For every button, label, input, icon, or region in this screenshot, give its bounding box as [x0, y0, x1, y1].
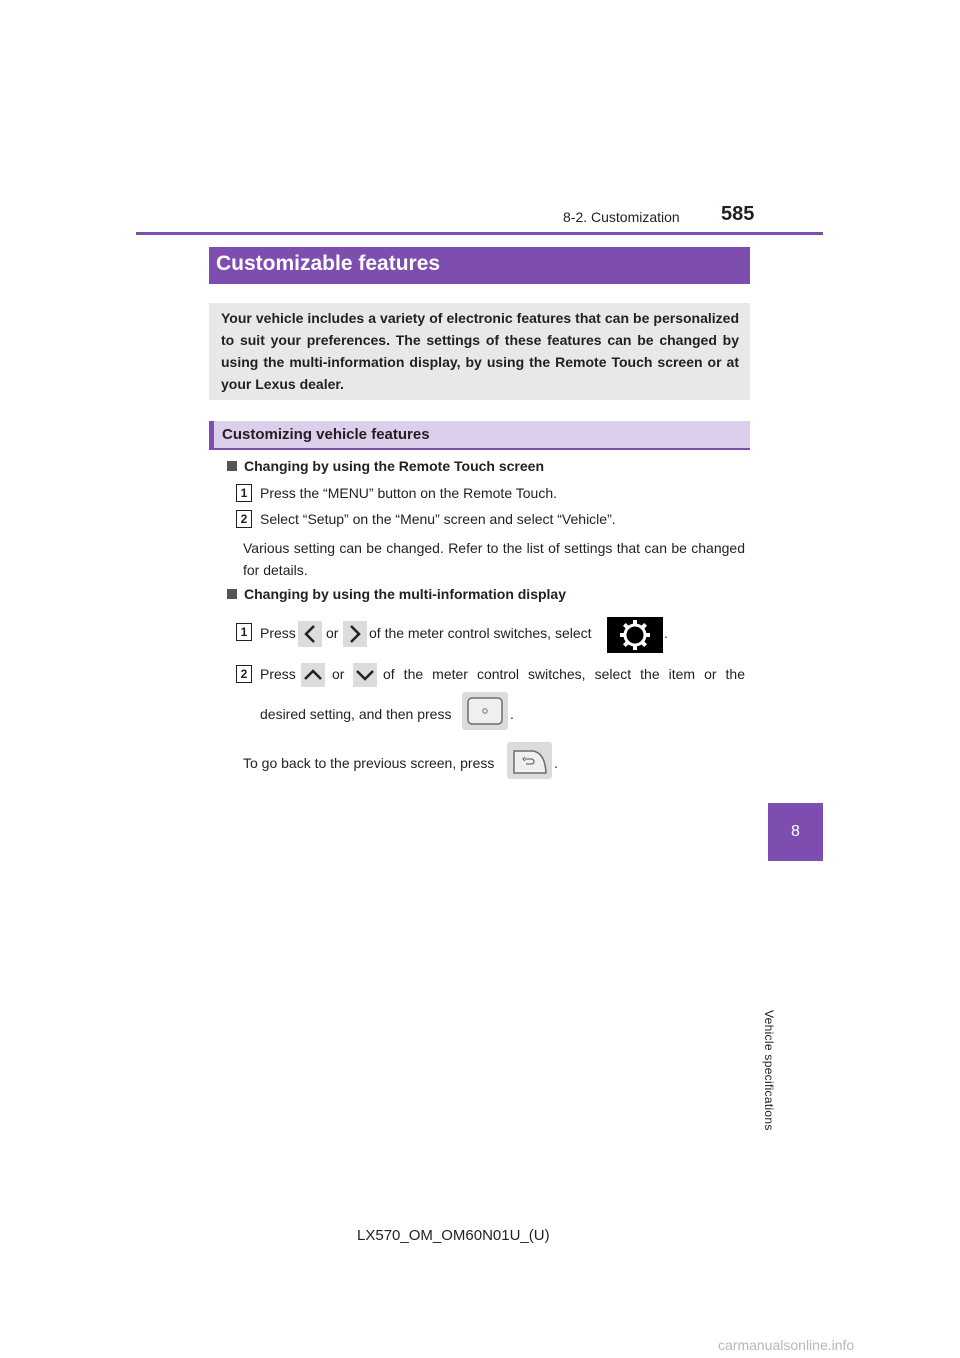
chapter-tab: 8 — [768, 803, 823, 861]
square-bullet-icon — [227, 461, 237, 471]
mid-step1-rest: of the meter control switches, select — [369, 625, 592, 641]
mid-step1-or: or — [326, 625, 339, 641]
subheading: Customizing vehicle features — [222, 426, 430, 443]
mid-step2-rest: of the meter control switches, select the item or the — [383, 666, 745, 682]
up-arrow-switch-icon — [301, 663, 325, 687]
square-bullet-icon — [227, 589, 237, 599]
back-instruction-end: . — [554, 755, 558, 771]
ok-button-icon — [462, 692, 508, 730]
intro-text: Your vehicle includes a variety of electronic features that can be personalized to suit your preferences. The settings of these features can be changed by using the multi-information display, by using the Remote Touch screen or at your Lexus dealer. — [221, 310, 739, 392]
section-title: 8-2. Customization — [563, 209, 680, 225]
remote-step-1: Press the “MENU” button on the Remote Touch. — [260, 485, 557, 501]
mid-step2-or: or — [332, 666, 345, 682]
step-badge: 1 — [236, 484, 252, 502]
mid-heading-text: Changing by using the multi-information display — [244, 586, 566, 602]
mid-step2-end: . — [510, 706, 514, 722]
mid-heading — [227, 586, 566, 602]
subheading-marker — [209, 421, 214, 450]
step-badge: 1 — [236, 623, 252, 641]
right-arrow-switch-icon — [343, 621, 367, 647]
remote-touch-heading — [227, 458, 544, 474]
remote-step-2: Select “Setup” on the “Menu” screen and select “Vehicle”. — [260, 511, 616, 527]
remote-note: Various setting can be changed. Refer to the list of settings that can be changed for details. — [243, 540, 745, 578]
page-number: 585 — [721, 203, 755, 225]
watermark: carmanualsonline.info — [718, 1337, 855, 1353]
document-id: LX570_OM_OM60N01U_(U) — [357, 1227, 550, 1244]
header-rule — [136, 232, 823, 235]
back-button-icon — [507, 742, 552, 779]
back-instruction: To go back to the previous screen, press — [243, 755, 495, 771]
step-badge: 2 — [236, 510, 252, 528]
step-badge: 2 — [236, 665, 252, 683]
mid-step1-press: Press — [260, 625, 296, 641]
remote-touch-heading-text: Changing by using the Remote Touch screen — [244, 458, 544, 474]
mid-step2-line2: desired setting, and then press — [260, 706, 452, 722]
chapter-label: Vehicle specifications — [762, 1010, 776, 1131]
down-arrow-switch-icon — [353, 663, 377, 687]
page-title: Customizable features — [216, 252, 441, 275]
mid-step1-end: . — [664, 625, 668, 641]
mid-step2-press: Press — [260, 666, 296, 682]
left-arrow-switch-icon — [298, 621, 322, 647]
settings-gear-icon — [607, 617, 663, 653]
